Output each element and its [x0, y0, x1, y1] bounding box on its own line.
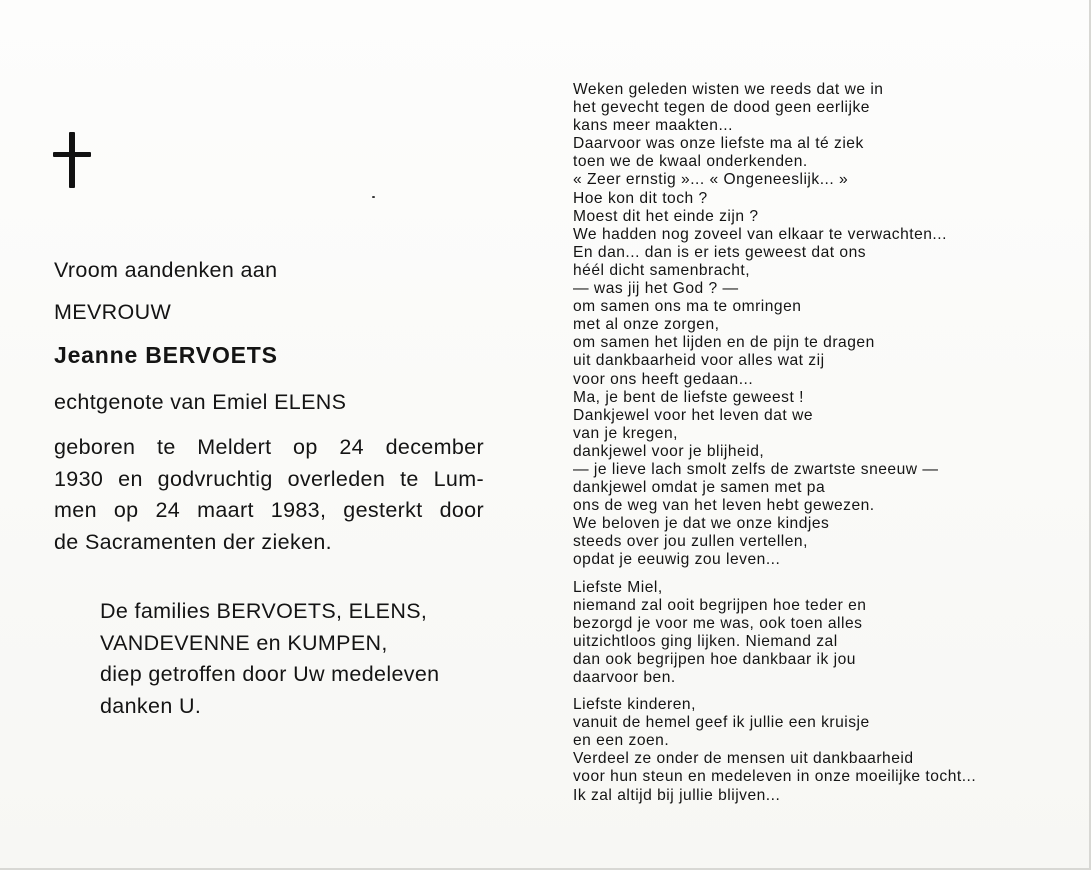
poem-line: Liefste Miel,: [573, 578, 663, 596]
poem-line: Verdeel ze onder de mensen uit dankbaarheid: [573, 750, 914, 768]
poem-line: voor hun steun en medeleven in onze moeilijke tocht...: [573, 768, 977, 786]
families-line: De families BERVOETS, ELENS,: [100, 599, 428, 623]
poem-line: Hoe kon dit toch ?: [573, 189, 708, 207]
poem-line: Ik zal altijd bij jullie blijven...: [573, 786, 781, 804]
poem-line: om samen het lijden en de pijn te dragen: [573, 334, 875, 352]
poem-stanza-family: [573, 81, 1073, 570]
poem-line: dan ook begrijpen hoe dankbaar ik jou: [573, 650, 856, 668]
families-line: VANDEVENNE en KUMPEN,: [100, 630, 388, 655]
poem-line: uit dankbaarheid voor alles wat zij: [573, 352, 825, 370]
cross-vertical-bar: [69, 132, 75, 188]
poem-line: We beloven je dat we onze kindjes: [573, 515, 830, 533]
cross-icon: [53, 132, 93, 190]
poem-stanza-miel: [573, 579, 1073, 688]
poem-line: steeds over jou zullen vertellen,: [573, 533, 808, 551]
poem-column: [573, 81, 1073, 805]
poem-line: voor ons heeft gedaan...: [573, 370, 754, 388]
poem-line: dankjewel voor je blijheid,: [573, 442, 765, 460]
poem-line: bezorgd je voor me was, ook toen alles: [573, 614, 863, 632]
poem-line: héél dicht samenbracht,: [573, 261, 751, 279]
bio-line: de Sacramenten der zieken.: [54, 529, 333, 554]
poem-line: daarvoor ben.: [573, 669, 676, 686]
poem-line: van je kregen,: [573, 424, 678, 442]
poem-line: Ma, je bent de liefste geweest !: [573, 388, 804, 406]
poem-line: Moest dit het einde zijn ?: [573, 207, 759, 225]
poem-line: om samen ons ma te omringen: [573, 298, 802, 316]
bio-line: 1930 en godvruchtig overleden te Lum-: [54, 466, 484, 491]
poem-stanza-children: [573, 696, 1073, 805]
poem-line: vanuit de hemel geef ik jullie een kruisje: [573, 714, 870, 732]
poem-line: — was jij het God ? —: [573, 280, 739, 298]
poem-line: en een zoen.: [573, 732, 670, 750]
poem-line: « Zeer ernstig »... « Ongeneeslijk... »: [573, 171, 849, 189]
honorific-title: MEVROUW: [54, 300, 172, 324]
families-thanks: [100, 596, 480, 722]
cross-horizontal-bar: [53, 152, 91, 157]
poem-line: Dankjewel voor het leven dat we: [573, 406, 814, 424]
bio-line: men op 24 maart 1983, gesterkt door: [54, 498, 484, 522]
deceased-name: Jeanne BERVOETS: [54, 342, 278, 368]
poem-line: ons de weg van het leven hebt gewezen.: [573, 497, 875, 515]
poem-line: En dan... dan is er iets geweest dat ons: [573, 243, 867, 261]
bio-line: geboren te Meldert op 24 december: [54, 435, 484, 459]
poem-line: uitzichtloos ging lijken. Niemand zal: [573, 632, 838, 650]
intro-text: Vroom aandenken aan: [54, 258, 278, 282]
poem-line: kans meer maakten...: [573, 117, 733, 135]
poem-line: toen we de kwaal onderkenden.: [573, 153, 808, 171]
poem-line: Liefste kinderen,: [573, 696, 696, 714]
biography-paragraph: [54, 432, 484, 558]
poem-line: We hadden nog zoveel van elkaar te verwachten...: [573, 225, 947, 243]
families-line: danken U.: [100, 693, 202, 718]
poem-line: Daarvoor was onze liefste ma al té ziek: [573, 135, 864, 153]
poem-line: opdat je eeuwig zou leven...: [573, 551, 781, 569]
print-speck: [372, 196, 375, 198]
poem-line: dankjewel omdat je samen met pa: [573, 479, 826, 497]
spouse-line: echtgenote van Emiel ELENS: [54, 390, 347, 414]
families-line: diep getroffen door Uw medeleven: [100, 662, 440, 686]
poem-line: niemand zal ooit begrijpen hoe teder en: [573, 596, 867, 614]
poem-line: met al onze zorgen,: [573, 316, 720, 334]
poem-line: het gevecht tegen de dood geen eerlijke: [573, 99, 870, 117]
poem-line: Weken geleden wisten we reeds dat we in: [573, 81, 884, 98]
poem-line: — je lieve lach smolt zelfs de zwartste sneeuw —: [573, 460, 939, 478]
